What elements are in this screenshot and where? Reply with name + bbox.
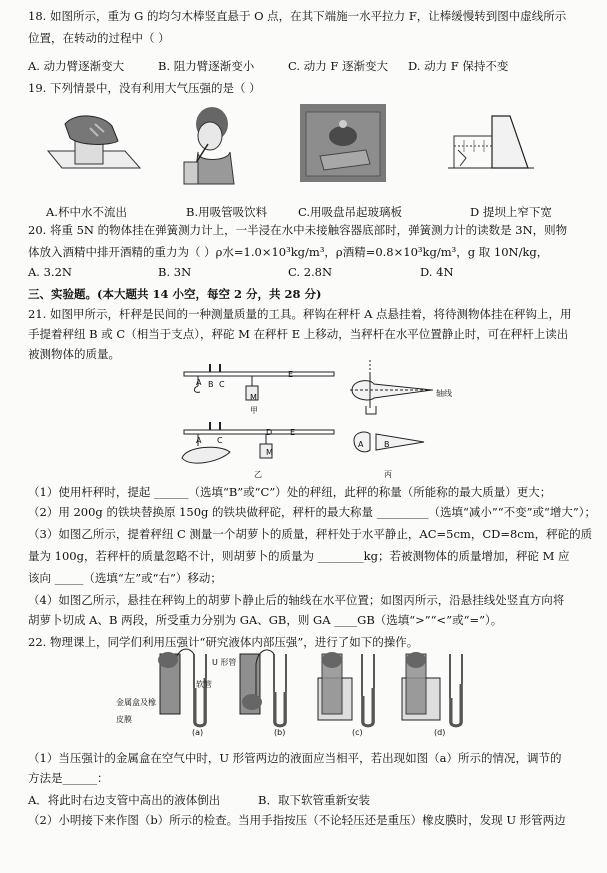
q21-label-a-yi: A: [196, 436, 202, 445]
q21-part-2: （2）用 200g 的铁块替换原 150g 的铁块做秤砣，秤杆的最大称量 _________（选填“减小”“不变”或“增大”）；: [28, 505, 596, 519]
q21-label-m: M: [250, 393, 257, 402]
q21-intro-3: 被测物体的质量。: [28, 347, 120, 361]
q21-intro-1: 21. 如图甲所示，杆秤是民间的一种测量质量的工具。秤钩在秤杆 A 点悬挂着，将待测物体挂在秤钩上，用: [28, 307, 572, 321]
q18-line1: 18. 如图所示，重为 G 的均匀木棒竖直悬于 O 点，在其下端施一水平拉力 F，让棒缓慢转到图中虚线所示: [28, 9, 567, 23]
q22-part-1b: 方法是______：: [28, 771, 109, 785]
q22-part-2: （2）小明接下来作图（b）所示的检查。当用手指按压（不论轻压还是重压）橡皮膜时，发现 U 形管两边: [28, 813, 566, 827]
q21-label-c: C: [219, 380, 225, 389]
q21-label-b: B: [208, 380, 214, 389]
q21-part-4b: 胡萝卜切成 A、B 两段，所受重力分别为 GA、GB，则 GA ____GB（选填“>”“<”或“=”）。: [28, 613, 503, 627]
q22-option-a: A．将此时右边支管中高出的液体倒出: [28, 793, 221, 807]
q22-label-c: (c): [352, 728, 363, 737]
q21-label-yi: 乙: [254, 470, 262, 479]
q20-line1: 20. 将重 5N 的物体挂在弹簧测力计上，一半浸在水中未接触容器底部时，弹簧测力计的读数是 3N，则物: [28, 223, 568, 237]
q18-line2: 位置，在转动的过程中（ ）: [28, 31, 170, 45]
q21-label-b-bing: B: [384, 440, 390, 449]
q22-intro: 22. 物理课上，同学们利用压强计“研究液体内部压强”，进行了如下的操作。: [28, 635, 419, 649]
q19-dam-figure: [446, 106, 536, 186]
q21-figure-bing: [350, 360, 460, 470]
q19-caption-b: B.用吸管吸饮料: [186, 205, 268, 219]
q22-pressure-gauge-figures: [140, 648, 470, 734]
q18-option-a: A. 动力臂逐渐变大: [28, 59, 125, 73]
q20-option-a: A. 3.2N: [28, 265, 72, 279]
q21-part-1: （1）使用杆秤时，提起 ______（选填“B”或“C”）处的秤纽，此秤的称量（所能称的最大质量）更大；: [28, 485, 552, 499]
q21-figure-jia: [180, 360, 340, 420]
section-3-heading: 三、实验题。(本大题共 14 小空，每空 2 分，共 28 分): [28, 287, 322, 301]
q19-suction-cup-figure: [300, 104, 386, 184]
q21-part-3b: 量为 100g，若秤杆的质量忽略不计，则胡萝卜的质量为 ________kg；若被测物体的质量增加，秤砣 M 应: [28, 549, 570, 563]
q21-label-a: A: [196, 378, 202, 387]
q18-option-c: C. 动力 F 逐渐变大: [288, 59, 388, 73]
q20-option-b: B. 3N: [158, 265, 192, 279]
q20-option-d: D. 4N: [420, 265, 454, 279]
q19-caption-c: C.用吸盘吊起玻璃板: [298, 205, 403, 219]
q21-intro-2: 手提着秤纽 B 或 C（相当于支点），秤砣 M 在秤杆 E 上移动，当秤杆在水平位置静止时，可在秤杆上读出: [28, 327, 569, 341]
q22-label-b: (b): [274, 728, 286, 737]
q18-option-d: D. 动力 F 保持不变: [408, 59, 509, 73]
q22-label-box: 金属盒及橡皮膜: [116, 698, 156, 724]
q22-label-a: (a): [192, 728, 204, 737]
q19-stem: 19. 下列情景中，没有利用大气压强的是（ ）: [28, 81, 261, 95]
q21-label-jia: 甲: [250, 406, 258, 415]
q21-label-c-yi: C: [217, 436, 223, 445]
q21-label-e-yi: E: [290, 428, 296, 437]
q19-caption-d: D 提坝上窄下宽: [470, 205, 552, 219]
q21-label-a-bing: A: [358, 440, 364, 449]
q21-label-bing: 丙: [384, 470, 392, 479]
q20-line2: 体放入酒精中排开酒精的重力为（ ）ρ水=1.0×10³kg/m³，ρ酒精=0.8×10³kg/m³，g 取 10N/kg，: [28, 245, 549, 259]
q19-straw-figure: [178, 104, 248, 188]
q20-option-c: C. 2.8N: [288, 265, 333, 279]
q21-part-3c: 该向 _____（选填“左”或“右”）移动；: [28, 571, 222, 585]
q21-part-3a: （3）如图乙所示，提着秤纽 C 测量一个胡萝卜的质量，秤杆处于水平静止，AC=5cm，CD=8cm，秤砣的质: [28, 527, 593, 541]
q22-label-hose: 软管: [196, 680, 212, 689]
q21-label-m-yi: M: [266, 448, 273, 457]
q21-label-d-yi: D: [266, 428, 273, 437]
q22-part-1a: （1）当压强计的金属盒在空气中时，U 形管两边的液面应当相平，若出现如图（a）所示的情况，调节的: [28, 751, 562, 765]
q21-label-e: E: [288, 370, 294, 379]
q19-cup-figure: [40, 106, 150, 186]
q22-option-b: B．取下软管重新安装: [258, 793, 370, 807]
q19-caption-a: A.杯中水不流出: [46, 205, 127, 219]
q21-part-4a: （4）如图乙所示，悬挂在秤钩上的胡萝卜静止后的轴线在水平位置；如图丙所示，沿悬挂线处竖直方向将: [28, 593, 565, 607]
q21-label-axis: 轴线: [436, 389, 452, 398]
q22-label-d: (d): [434, 728, 446, 737]
q22-label-u-tube: U 形管: [212, 658, 237, 667]
q18-option-b: B. 阻力臂逐渐变小: [158, 59, 255, 73]
